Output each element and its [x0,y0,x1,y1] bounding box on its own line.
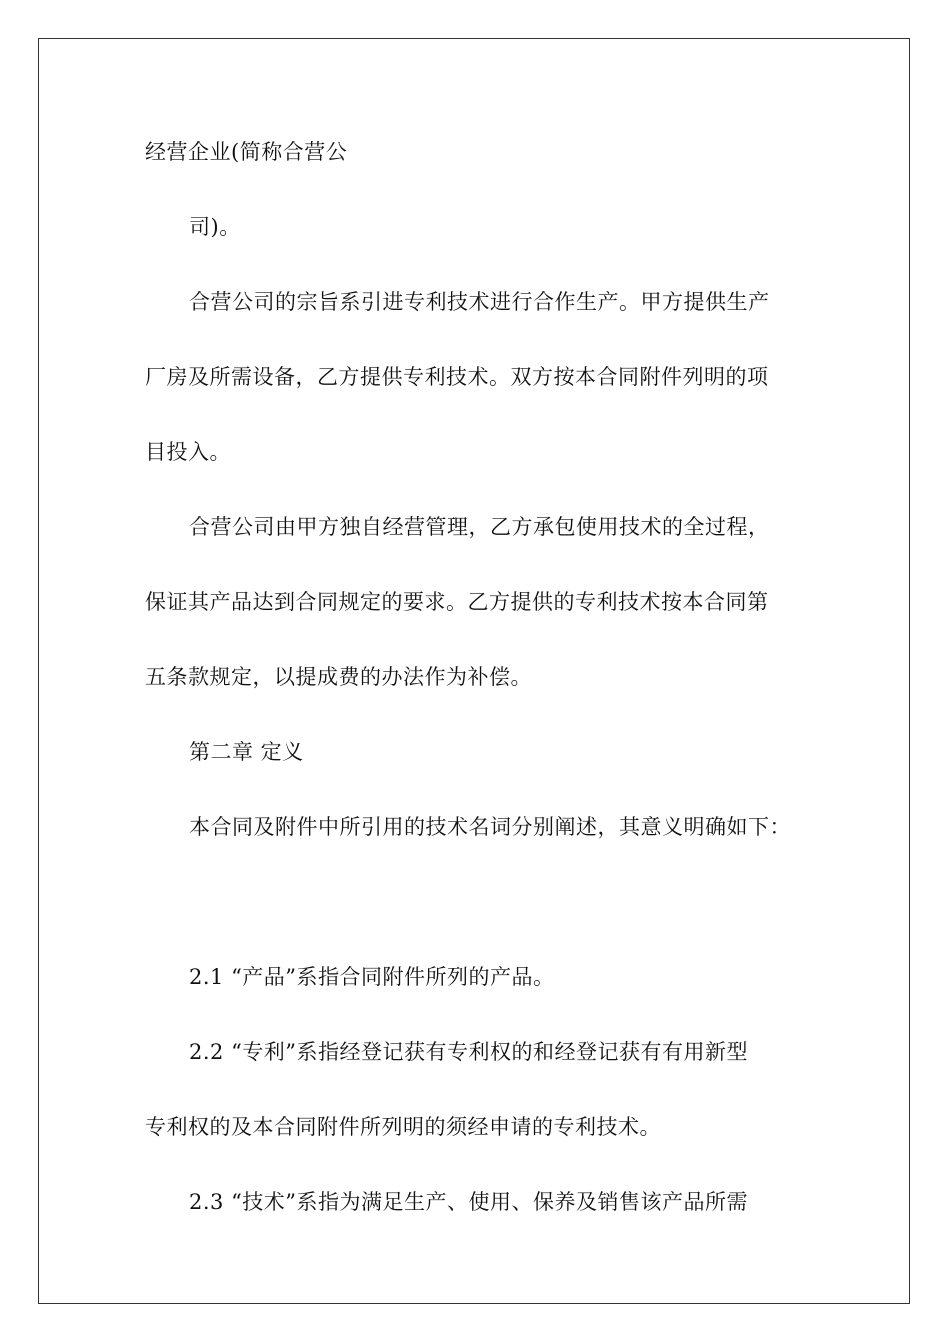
text-line-1: 经营企业(简称合营公 [145,140,348,164]
chapter-heading: 第二章 定义 [189,740,304,764]
text-line-5: 目投入。 [145,440,231,464]
text-line-7: 保证其产品达到合同规定的要求。乙方提供的专利技术按本合同第 [145,590,769,614]
text-line-4: 厂房及所需设备，乙方提供专利技术。双方按本合同附件列明的项 [145,365,769,389]
text-line-6: 合营公司由甲方独自经营管理，乙方承包使用技术的全过程， [189,515,770,539]
text-line-2: 司)。 [189,215,241,239]
clause-2-1: 2.1 “产品”系指合同附件所列的产品。 [189,965,555,989]
clause-2-2: 2.2 “专利”系指经登记获有专利权的和经登记获有有用新型 [189,1040,749,1064]
clause-2-3: 2.3 “技术”系指为满足生产、使用、保养及销售该产品所需 [189,1190,749,1214]
text-line-8: 五条款规定，以提成费的办法作为补偿。 [145,665,532,689]
clause-2-2-cont: 专利权的及本合同附件所列明的须经申请的专利技术。 [145,1115,661,1139]
text-line-10: 本合同及附件中所引用的技术名词分别阐述，其意义明确如下： [189,815,791,839]
text-line-3: 合营公司的宗旨系引进专利技术进行合作生产。甲方提供生产 [189,290,770,314]
